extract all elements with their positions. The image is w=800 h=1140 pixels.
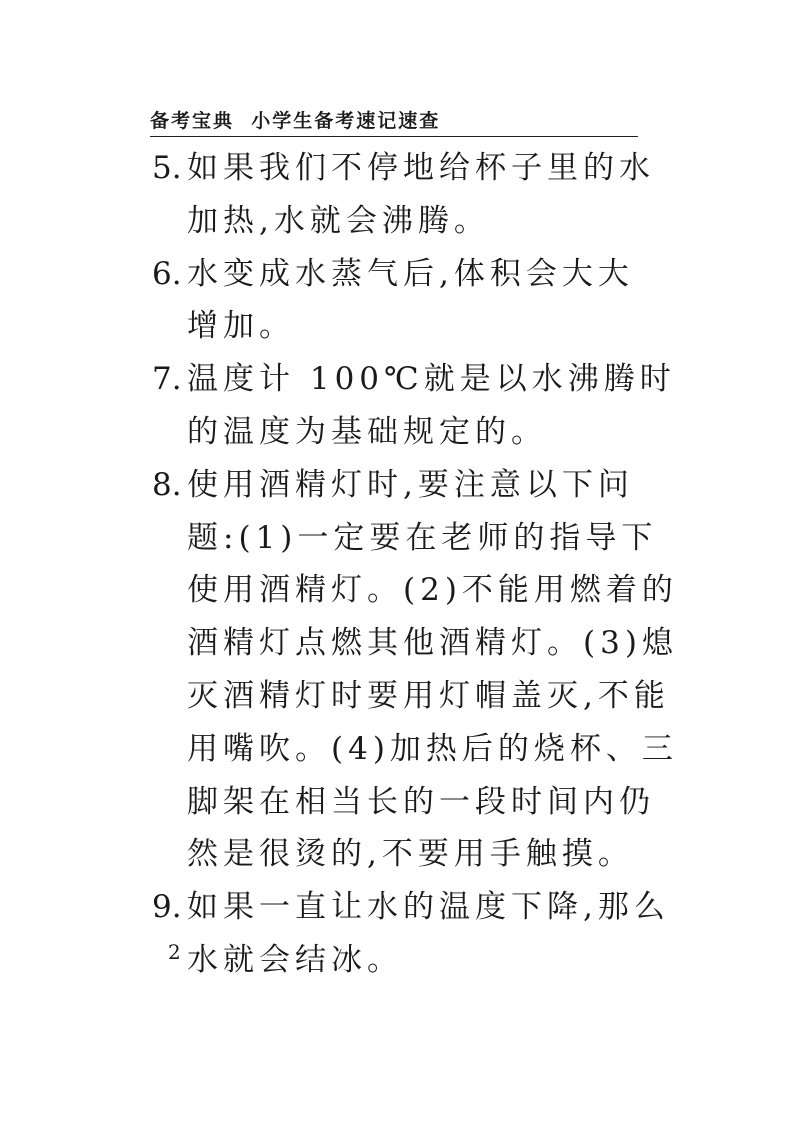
item-text: 如果我们不停地给杯子里的水	[187, 150, 655, 186]
running-header	[150, 104, 638, 137]
item-number: 7.	[152, 361, 182, 398]
item-line: 用嘴吹。(4)加热后的烧杯、三	[187, 730, 678, 767]
item-text: 如果一直让水的温度下降,那么	[187, 889, 670, 926]
item-number: 8.	[152, 466, 182, 503]
item-line: 水就会结冰。	[187, 941, 403, 978]
book-series-title: 备考宝典	[150, 110, 235, 132]
item-line: 灭酒精灯时要用灯帽盖灭,不能	[187, 677, 670, 714]
item-text: 水变成水蒸气后,体积会大大	[187, 255, 634, 292]
list-item	[152, 881, 670, 987]
item-line: 题:(1)一定要在老师的指导下	[187, 519, 658, 556]
item-line: 使用酒精灯。(2)不能用燃着的	[187, 572, 678, 609]
item-number: 9.	[152, 889, 182, 926]
item-number: 5.	[152, 150, 182, 186]
item-line: 加热,水就会沸腾。	[187, 202, 490, 239]
list-item	[152, 459, 678, 881]
item-line	[152, 353, 676, 406]
item-line	[152, 881, 670, 934]
item-line	[152, 248, 640, 301]
item-line: 脚架在相当长的一段时间内仍	[187, 783, 655, 820]
item-line	[152, 142, 655, 195]
item-line: 的温度为基础规定的。	[187, 413, 547, 450]
list-item	[152, 353, 676, 459]
item-line: 增加。	[187, 308, 295, 345]
page-number: 2	[168, 940, 181, 964]
item-line	[152, 459, 640, 512]
item-text: 温度计 100℃就是以水沸腾时	[187, 361, 676, 398]
item-line: 酒精灯点燃其他酒精灯。(3)熄	[187, 625, 678, 662]
book-title: 小学生备考速记速查	[251, 110, 441, 132]
item-number: 6.	[152, 255, 182, 292]
list-item	[152, 248, 640, 354]
list-item	[152, 142, 655, 248]
header-text	[150, 106, 440, 133]
item-line: 然是很烫的,不要用手触摸。	[187, 836, 634, 873]
content-list	[152, 142, 678, 987]
item-text: 使用酒精灯时,要注意以下问	[187, 466, 634, 503]
